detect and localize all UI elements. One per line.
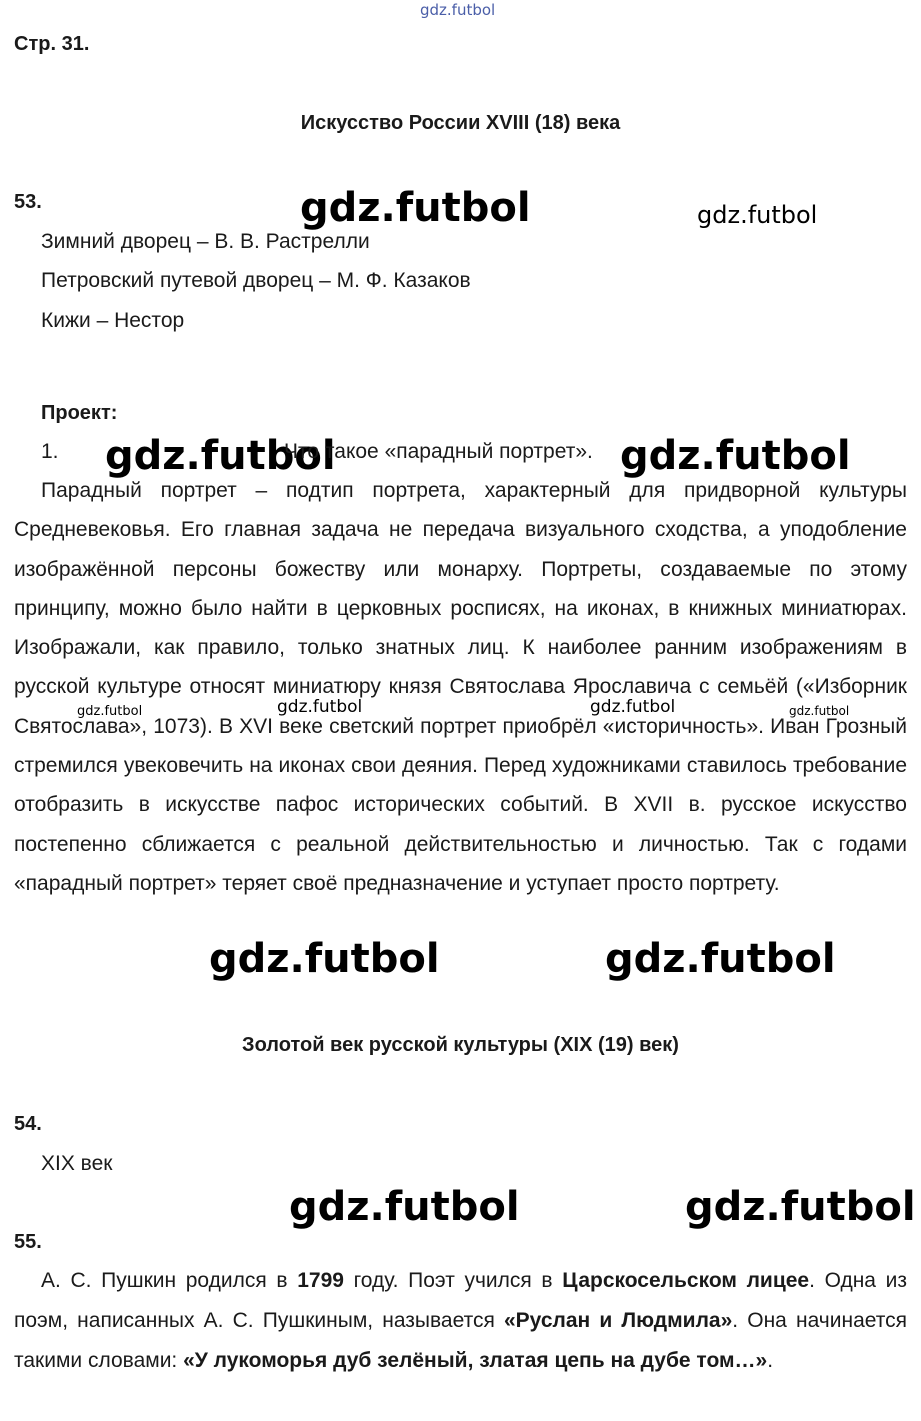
answer-line: Зимний дворец – В. В. Растрелли: [41, 230, 370, 253]
task-number: 55.: [14, 1231, 42, 1253]
watermark: gdz.futbol: [300, 185, 531, 231]
watermark: gdz.futbol: [620, 433, 851, 479]
project-paragraph: Парадный портрет – подтип портрета, характерный для придворной культуры Средневековья. Его главная задача не передача визуального сходства, а уподобление изображённой персоны божеству или монарху. Портреты, создаваемые по этому принципу, можно было найти в церковных росписях, на иконах, в книжных миниатюрах. Изображали, как правило, только знатных лиц. К наиболее ранним изображениям в русской культуре относят миниатюру князя Святослава Ярославича с семьёй («Изборник Святослава», 1073). В XVI веке светский портрет приобрёл «историчность». Иван Грозный стремился увековечить на иконах свои деяния. Перед художниками ставилось требование отобразить в искусстве пафос исторических событий. В XVII в. русское искусство постепенно сближается с реальной действительностью и личностью. Так с годами «парадный портрет» теряет своё предназначение и уступает просто портрету.: [14, 479, 907, 895]
bold-fragment: «У лукоморья дуб зелёный, златая цепь на дубе том…»: [183, 1349, 768, 1372]
text-fragment: году. Поэт учился в: [343, 1269, 563, 1292]
watermark: gdz.futbol: [277, 697, 363, 717]
watermark-top: gdz.futbol: [420, 1, 496, 19]
answer-line: Кижи – Нестор: [41, 309, 185, 332]
bold-fragment: «Руслан и Людмила»: [503, 1309, 733, 1332]
watermark: gdz.futbol: [209, 936, 440, 982]
answer-paragraph: [14, 1261, 907, 1381]
project-label: Проект:: [41, 402, 118, 424]
task-number: 54.: [14, 1113, 42, 1135]
watermark: gdz.futbol: [605, 936, 836, 982]
watermark: gdz.futbol: [105, 433, 336, 479]
watermark: gdz.futbol: [789, 704, 850, 718]
task-number: 53.: [14, 191, 42, 213]
page-label: Стр. 31.: [14, 33, 90, 55]
answer-line: Петровский путевой дворец – М. Ф. Казаков: [41, 269, 471, 292]
question-text: Что такое «парадный портрет».: [284, 440, 593, 463]
bold-fragment: Царскосельском лицее: [562, 1269, 810, 1292]
answer-line: XIX век: [41, 1152, 113, 1175]
watermark: gdz.futbol: [685, 1184, 916, 1230]
text-fragment: . Она начинается такими словами:: [14, 1309, 907, 1372]
bold-fragment: 1799: [297, 1269, 344, 1292]
text-fragment: . Одна из поэм, написанных А. С. Пушкиным, называется: [14, 1269, 907, 1332]
watermark: gdz.futbol: [289, 1184, 520, 1230]
watermark: gdz.futbol: [590, 697, 676, 717]
section-title: Золотой век русской культуры (XIX (19) век): [242, 1034, 679, 1056]
text-fragment: А. С. Пушкин родился в: [41, 1269, 298, 1292]
text-fragment: .: [767, 1349, 774, 1372]
section-title: Искусство России XVIII (18) века: [300, 112, 621, 134]
question-number: 1.: [41, 440, 59, 463]
watermark: gdz.futbol: [697, 201, 818, 229]
watermark: gdz.futbol: [77, 704, 143, 719]
